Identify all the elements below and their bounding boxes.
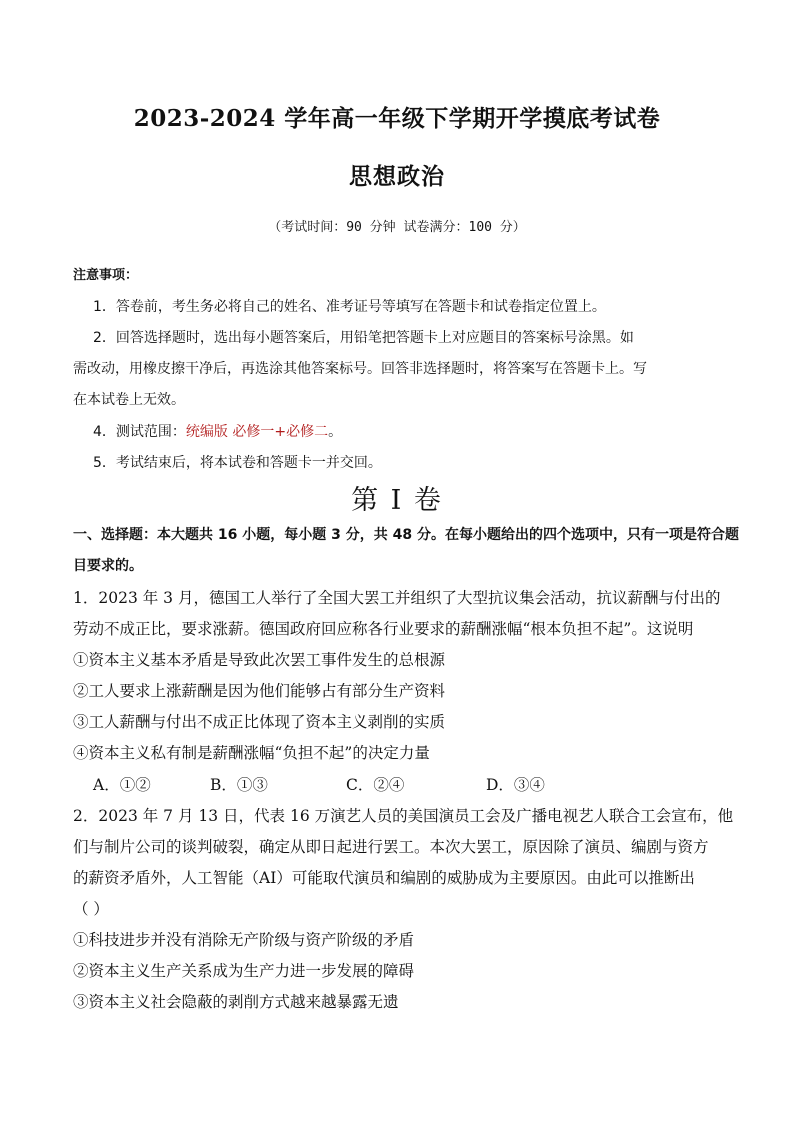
notice-item-4-prefix: 4．测试范围： [93,424,186,440]
section-heading-line-2: 目要求的。 [73,558,143,574]
notice-item-1: 1．答卷前，考生务必将自己的姓名、准考证号等填写在答题卡和试卷指定位置上。 [93,299,606,315]
section-heading-line-1: 一、选择题：本大题共 16 小题，每小题 3 分，共 48 分。在每小题给出的四个选项中，只有一项是符合题 [73,527,739,543]
test-scope: 统编版 必修一+必修二 [185,424,329,440]
q2-stem-line-2: 们与制片公司的谈判破裂，确定从即日起进行罢工。本次大罢工，原因除了演员、编剧与资方 [73,838,709,856]
notice-title: 注意事项： [73,268,139,283]
q1-stem-line-2: 劳动不成正比，要求涨薪。德国政府回应称各行业要求的薪酬涨幅“根本负担不起”。这说明 [73,620,694,638]
q1-option-d: D．③④ [486,776,545,794]
q2-statement-1: ①科技进步并没有消除无产阶级与资产阶级的矛盾 [73,931,415,949]
notice-item-2-line-2: 需改动，用橡皮擦干净后，再选涂其他答案标号。回答非选择题时，将答案写在答题卡上。写 [73,361,647,377]
q2-statement-2: ②资本主义生产关系成为生产力进一步发展的障碍 [73,962,415,980]
exam-info: （考试时间：90 分钟 试卷满分：100 分） [268,220,526,235]
volume-title: 第 I 卷 [351,485,443,516]
notice-item-4-suffix: 。 [328,424,343,440]
q1-statement-3: ③工人薪酬与付出不成正比体现了资本主义剥削的实质 [73,713,446,731]
q1-statement-1: ①资本主义基本矛盾是导致此次罢工事件发生的总根源 [73,651,446,669]
q1-stem-line-1: 1．2023 年 3 月，德国工人举行了全国大罢工并组织了大型抗议集会活动，抗议薪酬与付出的 [73,589,721,607]
q2-statement-3: ③资本主义社会隐蔽的剥削方式越来越暴露无遗 [73,993,399,1011]
notice-item-2-line-3: 在本试卷上无效。 [73,392,185,408]
q1-option-b: B．①③ [210,776,268,794]
notice-item-5: 5．考试结束后，将本试卷和答题卡一并交回。 [93,455,382,471]
notice-item-2-line-1: 2．回答选择题时，选出每小题答案后，用铅笔把答题卡上对应题目的答案标号涂黑。如 [93,330,634,346]
exam-title: 2023-2024 学年高一年级下学期开学摸底考试卷 [133,105,661,132]
subject-title: 思想政治 [349,163,445,190]
q1-option-a: A．①② [93,776,151,794]
q1-statement-2: ②工人要求上涨薪酬是因为他们能够占有部分生产资料 [73,682,446,700]
notice-item-4 [93,421,342,441]
q2-stem-line-1: 2．2023 年 7 月 13 日，代表 16 万演艺人员的美国演员工会及广播电视艺人联合工会宣布，他 [73,807,734,825]
q1-option-c: C．②④ [346,776,405,794]
q2-stem-line-3: 的薪资矛盾外，人工智能（AI）可能取代演员和编剧的威胁成为主要原因。由此可以推断出 [73,869,695,887]
q2-answer-blank: （ ） [73,900,109,918]
q1-statement-4: ④资本主义私有制是薪酬涨幅“负担不起”的决定力量 [73,744,430,762]
